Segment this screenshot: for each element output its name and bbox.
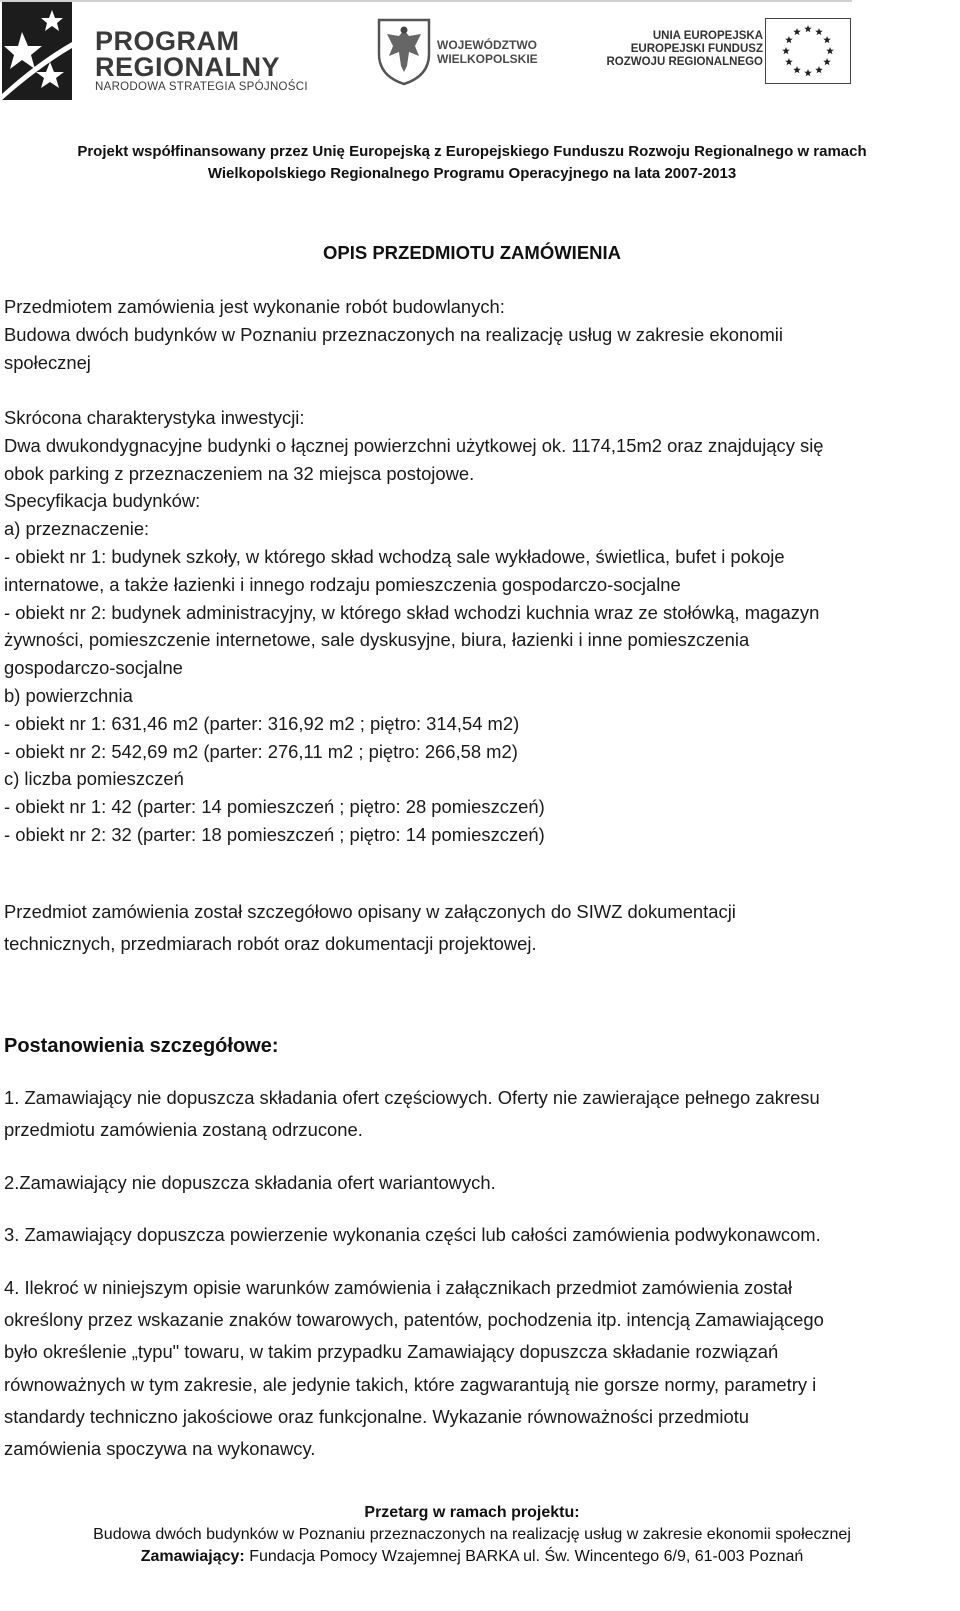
footer-line-1: Przetarg w ramach projektu:	[364, 1504, 580, 1521]
characteristics-line: internatowe, a także łazienki i innego rodzaju pomieszczenia gospodarczo-socjalne	[4, 573, 681, 595]
provision-line: przedmiotu zamówienia zostaną odrzucone.	[4, 1119, 363, 1141]
documentation-paragraph	[4, 896, 736, 960]
eu-star-icon	[793, 28, 801, 35]
characteristics-line: - obiekt nr 2: 32 (parter: 18 pomieszczeń ; piętro: 14 pomieszczeń)	[4, 823, 545, 845]
intro-line: Przedmiotem zamówienia jest wykonanie robót budowlanych:	[4, 296, 505, 317]
characteristics-line: gospodarczo-socjalne	[4, 657, 183, 679]
provision-3	[4, 1219, 821, 1251]
characteristics-line: - obiekt nr 1: 42 (parter: 14 pomieszczeń ; piętro: 28 pomieszczeń)	[4, 796, 545, 818]
intro-line: Budowa dwóch budynków w Poznaniu przeznaczonych na realizację usług w zakresie ekonomii	[4, 323, 783, 345]
eu-flag-icon	[765, 18, 851, 84]
eu-star-icon	[815, 28, 823, 35]
eu-star-icon	[793, 66, 801, 73]
characteristics-line: - obiekt nr 1: 631,46 m2 (parter: 316,92 m2 ; piętro: 314,54 m2)	[4, 712, 520, 734]
characteristics-line: Skrócona charakterystyka inwestycji:	[4, 407, 305, 428]
page-header	[0, 0, 960, 102]
woj-text	[437, 38, 538, 66]
woj-line-2: WIELKOPOLSKIE	[437, 52, 538, 66]
provision-line: zamówienia spoczywa na wykonawcy.	[4, 1438, 316, 1460]
intro-line: społecznej	[4, 351, 91, 373]
wielkopolskie-logo	[375, 16, 575, 86]
provision-line: 1. Zamawiający nie dopuszcza składania ofert częściowych. Oferty nie zawierające pełnego zakresu	[4, 1087, 820, 1108]
provision-4	[4, 1272, 824, 1465]
characteristics-line: a) przeznaczenie:	[4, 518, 150, 540]
provision-2	[4, 1167, 496, 1199]
footer-label: Zamawiający:	[140, 1548, 245, 1565]
eagle-crest-icon	[375, 16, 433, 86]
eu-line-1: UNIA EUROPEJSKA	[652, 30, 763, 42]
provision-line: 3. Zamawiający dopuszcza powierzenie wykonania części lub całości zamówienia podwykonawcom.	[4, 1224, 821, 1245]
provision-line: 4. Ilekroć w niniejszym opisie warunków zamówienia i załącznikach przedmiot zamówienia został	[4, 1277, 793, 1298]
documentation-line: technicznych, przedmiarach robót oraz dokumentacji projektowej.	[4, 933, 537, 955]
characteristics-line: obok parking z przeznaczeniem na 32 miejsca postojowe.	[4, 462, 475, 484]
characteristics-line: - obiekt nr 2: 542,69 m2 (parter: 276,11 m2 ; piętro: 266,58 m2)	[4, 740, 518, 762]
provision-line: równoważnych w tym zakresie, ale jedynie takich, które zagwarantują nie gorsze normy, parametry i	[4, 1373, 817, 1395]
characteristics-line: c) liczba pomieszczeń	[4, 768, 184, 790]
project-banner	[0, 141, 944, 185]
eu-star-icon	[804, 25, 812, 32]
document-title: OPIS PRZEDMIOTU ZAMÓWIENIA	[322, 242, 622, 263]
characteristics-section	[4, 404, 824, 849]
project-line-2: Wielkopolskiego Regionalnego Programu Operacyjnego na lata 2007-2013	[207, 165, 737, 182]
eu-star-icon	[785, 36, 793, 43]
provision-line: 2.Zamawiający nie dopuszcza składania ofert wariantowych.	[4, 1172, 496, 1193]
star-logo-icon	[2, 2, 72, 100]
eu-star-icon	[823, 36, 831, 43]
provision-line: było określenie „typu" towaru, w takim przypadku Zamawiający dopuszcza składanie rozwiązań	[4, 1341, 779, 1363]
characteristics-line: b) powierzchnia	[4, 684, 133, 706]
eu-text	[606, 30, 763, 69]
eu-line-2: EUROPEJSKI FUNDUSZ	[630, 43, 763, 55]
intro-paragraph	[4, 293, 783, 376]
footer-line-2: Budowa dwóch budynków w Poznaniu przeznaczonych na realizację usług w zakresie ekonomii społecznej	[93, 1526, 851, 1543]
project-line-1: Projekt współfinansowany przez Unię Europejską z Europejskiego Funduszu Rozwoju Regionalnego w ramach	[77, 143, 867, 160]
eu-logo	[595, 16, 885, 86]
page-footer	[0, 1502, 944, 1568]
provision-1	[4, 1082, 820, 1146]
program-subtitle: NARODOWA STRATEGIA SPÓJNOŚCI	[95, 81, 308, 93]
program-regionalny-logo	[2, 2, 322, 100]
characteristics-line: żywności, pomieszczenie internetowe, sale dyskusyjne, biura, łazienki i inne pomieszczenia	[4, 629, 750, 651]
footer-line-3	[0, 1546, 944, 1568]
characteristics-line: - obiekt nr 1: budynek szkoły, w którego skład wchodzą sale wykładowe, świetlica, bufet i pokoje	[4, 545, 785, 567]
footer-value: Fundacja Pomocy Wzajemnej BARKA ul. Św. Wincentego 6/9, 61-003 Poznań	[244, 1548, 804, 1565]
eu-star-icon	[815, 66, 823, 73]
eu-star-icon	[823, 58, 831, 65]
eu-star-icon	[785, 58, 793, 65]
characteristics-line: - obiekt nr 2: budynek administracyjny, w którego skład wchodzi kuchnia wraz ze stołówką, magazyn	[4, 601, 820, 623]
eu-star-icon	[804, 69, 812, 76]
woj-line-1: WOJEWÓDZTWO	[437, 38, 537, 52]
program-line-2: REGIONALNY	[95, 52, 281, 82]
program-line-1: PROGRAM	[95, 26, 240, 56]
section-heading: Postanowienia szczegółowe:	[4, 1035, 279, 1057]
characteristics-line: Dwa dwukondygnacyjne budynki o łącznej powierzchni użytkowej ok. 1174,15m2 oraz znajdujący się	[4, 434, 824, 456]
documentation-line: Przedmiot zamówienia został szczegółowo opisany w załączonych do SIWZ dokumentacji	[4, 901, 736, 922]
provision-line: standardy techniczno jakościowe oraz funkcjonalne. Wykazanie równoważności przedmiotu	[4, 1405, 750, 1427]
program-logo-text	[95, 28, 280, 80]
eu-line-3: ROZWOJU REGIONALNEGO	[606, 56, 763, 68]
provision-line: określony przez wskazanie znaków towarowych, patentów, pochodzenia itp. intencją Zamawiającego	[4, 1309, 824, 1331]
eu-star-icon	[782, 47, 790, 54]
characteristics-line: Specyfikacja budynków:	[4, 490, 201, 512]
eu-star-icon	[826, 47, 834, 54]
